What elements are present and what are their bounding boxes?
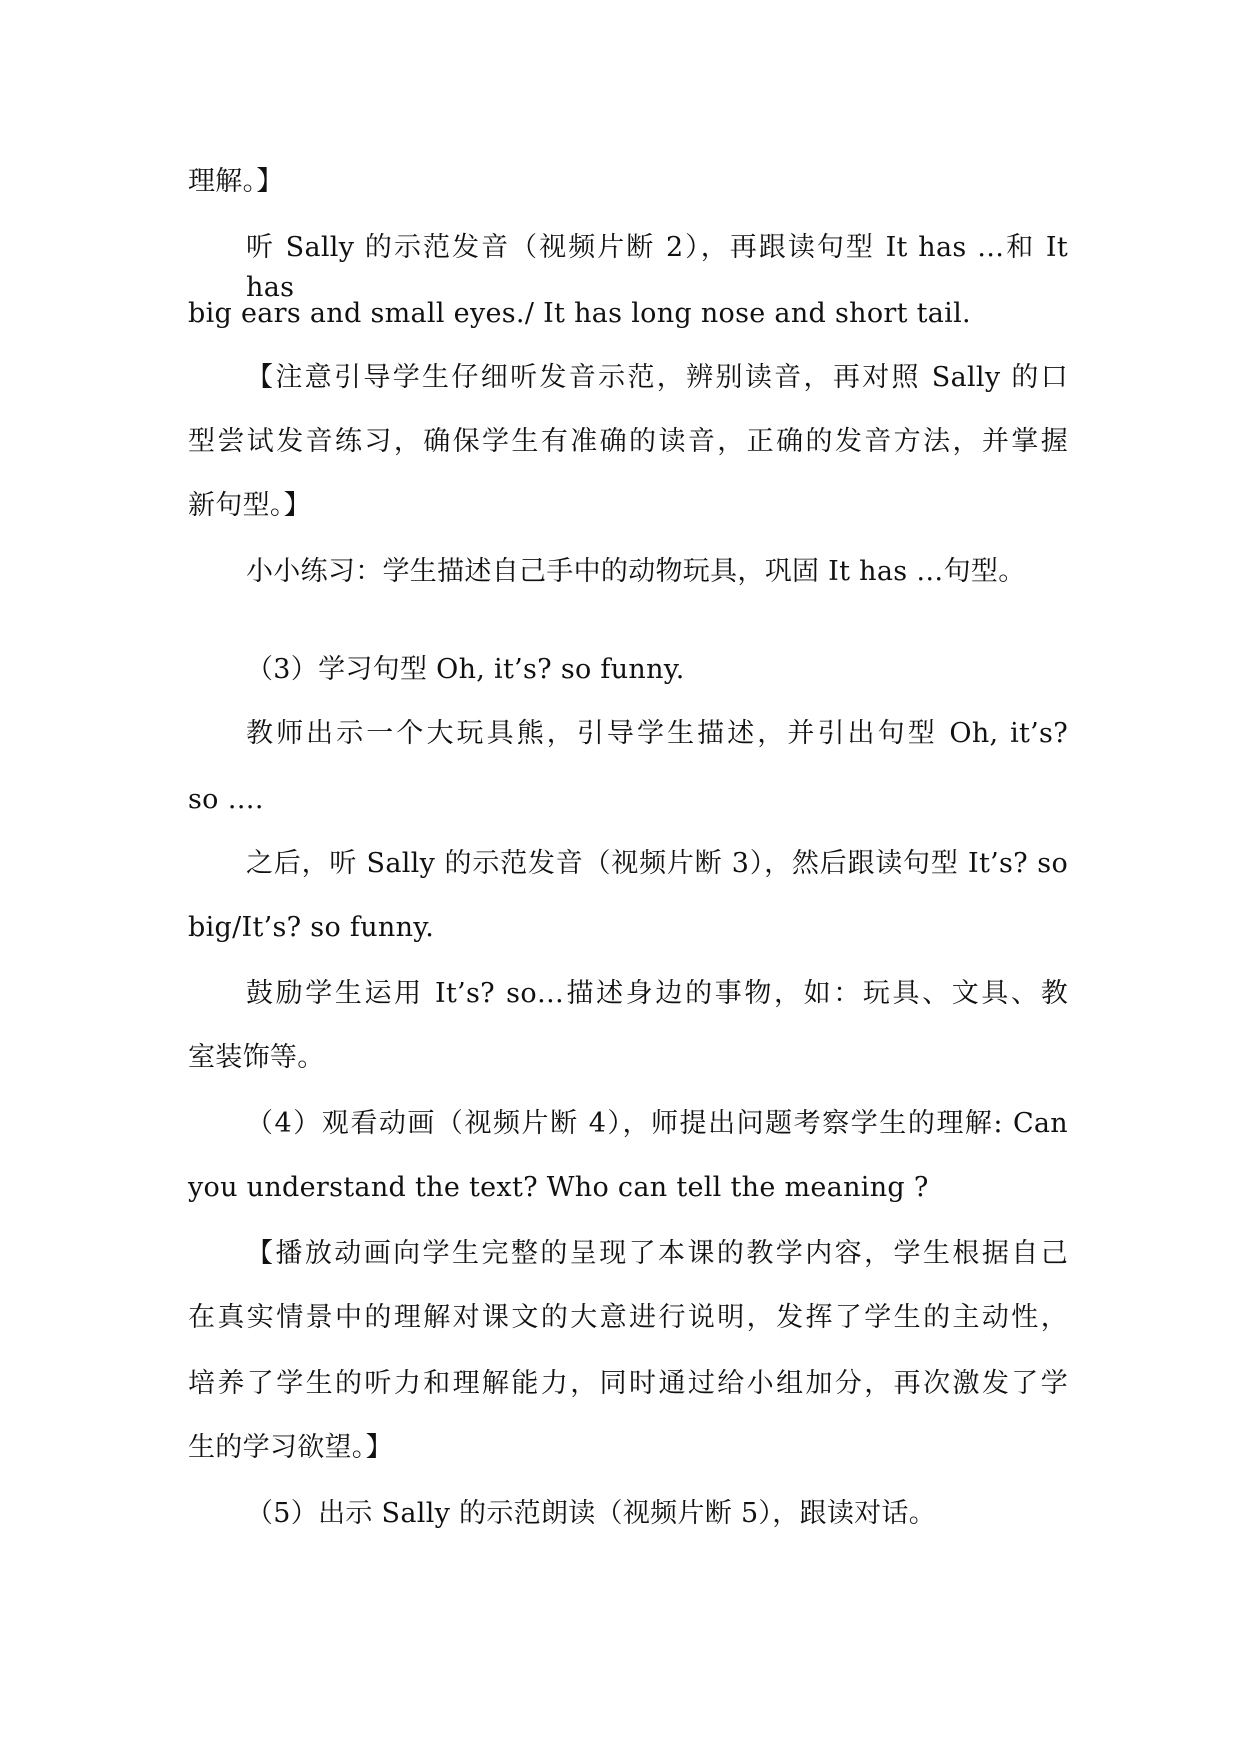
text-line-12: big/It’s? so funny. (188, 912, 435, 943)
text-line-1: 理解。】 (188, 166, 284, 197)
text-line-6: 新句型。】 (188, 490, 311, 521)
text-line-18: 在真实情景中的理解对课文的大意进行说明，发挥了学生的主动性， (188, 1302, 1068, 1333)
text-line-15: （4）观看动画（视频片断 4），师提出问题考察学生的理解: Can (246, 1108, 1068, 1139)
text-line-16: you understand the text? Who can tell the meaning ? (188, 1172, 929, 1203)
text-line-5: 型尝试发音练习，确保学生有准确的读音，正确的发音方法，并掌握 (188, 426, 1068, 457)
text-line-9: 教师出示一个大玩具熊，引导学生描述，并引出句型 Oh, it’s? (246, 718, 1068, 749)
text-line-17: 【播放动画向学生完整的呈现了本课的教学内容，学生根据自己 (246, 1238, 1068, 1269)
text-line-2: 听 Sally 的示范发音（视频片断 2），再跟读句型 It has …和 It has (246, 232, 1068, 303)
text-line-13: 鼓励学生运用 It’s? so…描述身边的事物，如：玩具、文具、教 (246, 978, 1068, 1009)
text-line-7: 小小练习：学生描述自己手中的动物玩具，巩固 It has …句型。 (246, 556, 1026, 587)
text-line-8: （3）学习句型 Oh, it’s? so funny. (246, 654, 685, 685)
text-line-21: （5）出示 Sally 的示范朗读（视频片断 5），跟读对话。 (246, 1498, 937, 1529)
text-line-19: 培养了学生的听力和理解能力，同时通过给小组加分，再次激发了学 (188, 1368, 1068, 1399)
text-line-10: so …. (188, 784, 264, 815)
text-line-4: 【注意引导学生仔细听发音示范，辨别读音，再对照 Sally 的口 (246, 362, 1068, 393)
text-line-14: 室装饰等。 (188, 1042, 325, 1073)
text-line-20: 生的学习欲望。】 (188, 1432, 393, 1463)
text-line-11: 之后，听 Sally 的示范发音（视频片断 3），然后跟读句型 It’s? so (246, 848, 1068, 879)
text-line-3: big ears and small eyes./ It has long nose and short tail. (188, 298, 971, 329)
